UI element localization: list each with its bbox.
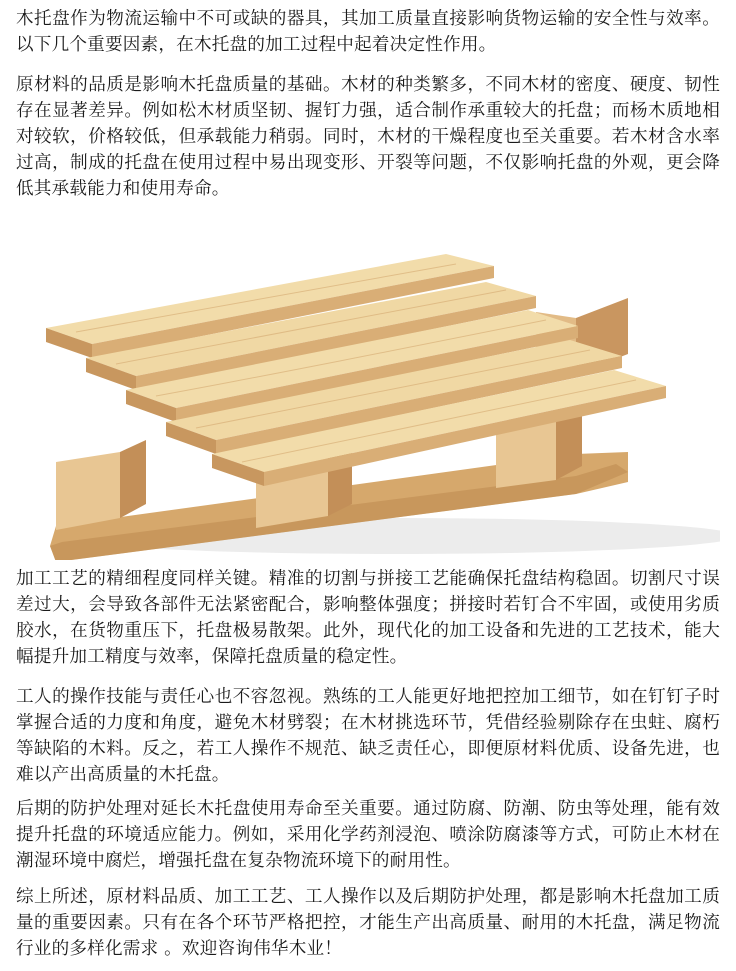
raw-material-paragraph: 原材料的品质是影响木托盘质量的基础。木材的种类繁多，不同木材的密度、硬度、韧性存在显著差异。例如松木材质坚韧、握钉力强，适合制作承重较大的托盘；而杨木质地相对较软，价格较低，但承载能力稍弱。同时，木材的干燥程度也至关重要。若木材含水率过高，制成的托盘在使用过程中易出现变形、开裂等问题，不仅影响托盘的外观，更会降低其承载能力和使用寿命。 [16,75,720,199]
worker-skill-paragraph: 工人的操作技能与责任心也不容忽视。熟练的工人能更好地把控加工细节，如在钉钉子时掌握合适的力度和角度，避免木材劈裂；在木材挑选环节，凭借经验剔除存在虫蛀、腐朽等缺陷的木料。反之，若工人操作不规范、缺乏责任心，即便原材料优质、设备先进，也难以产出高质量的木托盘。 [16,687,720,785]
pallet-illustration [16,214,720,560]
wooden-pallet-image [16,214,720,560]
conclusion-paragraph: 综上所述，原材料品质、加工工艺、工人操作以及后期防护处理，都是影响木托盘加工质量的重要因素。只有在各个环节严格把控，才能生产出高质量、耐用的木托盘，满足物流行业的多样化需求 。欢迎咨询伟华木业！ [16,887,720,959]
process-paragraph: 加工工艺的精细程度同样关键。精准的切割与拼接工艺能确保托盘结构稳固。切割尺寸误差过大，会导致各部件无法紧密配合，影响整体强度；拼接时若钉合不牢固，或使用劣质胶水，在货物重压下，托盘极易散架。此外，现代化的加工设备和先进的工艺技术，能大幅提升加工精度与效率，保障托盘质量的稳定性。 [16,569,720,667]
protection-paragraph: 后期的防护处理对延长木托盘使用寿命至关重要。通过防腐、防潮、防虫等处理，能有效提升托盘的环境适应能力。例如，采用化学药剂浸泡、喷涂防腐漆等方式，可防止木材在潮湿环境中腐烂，增强托盘在复杂物流环境下的耐用性。 [16,799,720,871]
intro-paragraph: 木托盘作为物流运输中不可或缺的器具，其加工质量直接影响货物运输的安全性与效率。以下几个重要因素，在木托盘的加工过程中起着决定性作用。 [16,9,720,55]
pallet-block-front-left [56,452,120,530]
